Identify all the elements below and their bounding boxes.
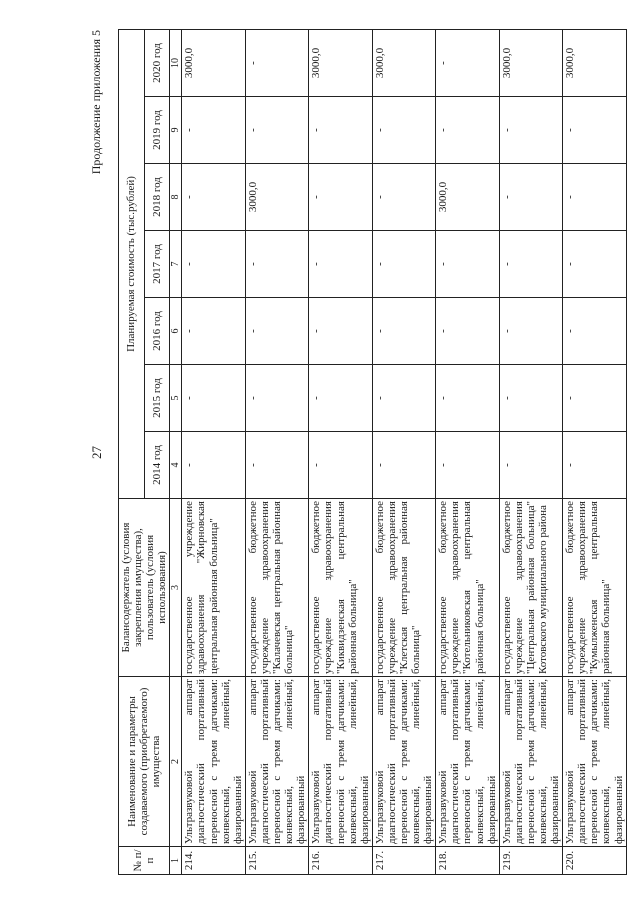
cost-2019: -: [182, 97, 245, 164]
cost-2016: -: [245, 298, 308, 365]
page-number: 27: [89, 446, 104, 459]
cost-2015: -: [245, 365, 308, 432]
cost-2016: -: [372, 298, 435, 365]
item-name: Ультразвуковой аппарат диагностический портативный переносной с тремя датчиками: конвексный, линейный, фазированный: [182, 677, 245, 847]
property-table: [118, 29, 627, 875]
holder-name: государственное учреждение здравоохранения "Жирновская центральная районная больница": [182, 499, 245, 677]
header-name: Наименование и параметры создаваемого (приобретаемого) имущества: [119, 677, 170, 847]
header-year: 2014 год: [144, 432, 170, 499]
cost-2017: -: [499, 231, 562, 298]
item-name: Ультразвуковой аппарат диагностический портативный переносной с тремя датчиками: конвексный, линейный, фазированный: [436, 677, 499, 847]
cost-2016: -: [499, 298, 562, 365]
cost-2017: -: [182, 231, 245, 298]
cost-2015: -: [436, 365, 499, 432]
header-cost-group: Планируемая стоимость (тыс.рублей): [119, 29, 145, 498]
cost-2020: 3000,0: [499, 29, 562, 96]
cost-2015: -: [309, 365, 372, 432]
cost-2018: 3000,0: [245, 164, 308, 231]
column-index: 1: [170, 847, 182, 875]
rotated-content: [90, 30, 630, 875]
row-number: 217.: [372, 847, 435, 875]
column-index: 7: [170, 231, 182, 298]
column-index: 6: [170, 298, 182, 365]
cost-2017: -: [436, 231, 499, 298]
cost-2014: -: [245, 432, 308, 499]
cost-2017: -: [245, 231, 308, 298]
table-row: [309, 29, 372, 874]
row-number: 216.: [309, 847, 372, 875]
column-index: 9: [170, 97, 182, 164]
cost-2020: 3000,0: [182, 29, 245, 96]
header-year: 2016 год: [144, 298, 170, 365]
cost-2020: 3000,0: [309, 29, 372, 96]
cost-2014: -: [372, 432, 435, 499]
cost-2015: -: [563, 365, 626, 432]
cost-2016: -: [563, 298, 626, 365]
cost-2015: -: [182, 365, 245, 432]
cost-2014: -: [182, 432, 245, 499]
cost-2018: -: [182, 164, 245, 231]
header-holder: Балансодержатель (условия закрепления имущества), пользователь (условия использования): [119, 499, 170, 677]
item-name: Ультразвуковой аппарат диагностический портативный переносной с тремя датчиками: конвексный, линейный, фазированный: [372, 677, 435, 847]
cost-2020: 3000,0: [372, 29, 435, 96]
holder-name: государственное бюджетное учреждение здравоохранения "Центральная районная больница" Котовского муниципального района: [499, 499, 562, 677]
continuation-label: Продолжение приложения 5: [89, 30, 103, 175]
column-index: 5: [170, 365, 182, 432]
cost-2016: -: [309, 298, 372, 365]
header-year: 2018 год: [144, 164, 170, 231]
table-row: [372, 29, 435, 874]
table-row: [436, 29, 499, 874]
header-year: 2019 год: [144, 97, 170, 164]
cost-2020: 3000,0: [563, 29, 626, 96]
holder-name: государственное бюджетное учреждение здравоохранения "Киквидзенская центральная районная больница": [309, 499, 372, 677]
cost-2017: -: [309, 231, 372, 298]
holder-name: государственное бюджетное учреждение здравоохранения "Калачевская центральная районная больница": [245, 499, 308, 677]
cost-2014: -: [436, 432, 499, 499]
item-name: Ультразвуковой аппарат диагностический портативный переносной с тремя датчиками: конвексный, линейный, фазированный: [499, 677, 562, 847]
column-index: 10: [170, 29, 182, 96]
column-index: 4: [170, 432, 182, 499]
cost-2019: -: [245, 97, 308, 164]
cost-2018: -: [499, 164, 562, 231]
cost-2017: -: [372, 231, 435, 298]
cost-2018: -: [309, 164, 372, 231]
row-number: 214.: [182, 847, 245, 875]
header-year: 2020 год: [144, 29, 170, 96]
item-name: Ультразвуковой аппарат диагностический портативный переносной с тремя датчиками: конвексный, линейный, фазированный: [309, 677, 372, 847]
cost-2014: -: [499, 432, 562, 499]
cost-2018: -: [563, 164, 626, 231]
column-index: 8: [170, 164, 182, 231]
column-index: 2: [170, 677, 182, 847]
holder-name: государственное бюджетное учреждение здравоохранения "Котельниковская центральная районная больница": [436, 499, 499, 677]
row-number: 219.: [499, 847, 562, 875]
cost-2019: -: [563, 97, 626, 164]
row-number: 215.: [245, 847, 308, 875]
cost-2020: -: [245, 29, 308, 96]
cost-2015: -: [499, 365, 562, 432]
cost-2016: -: [436, 298, 499, 365]
header-num: № п/п: [119, 847, 170, 875]
table-row: [245, 29, 308, 874]
holder-name: государственное бюджетное учреждение здравоохранения "Клетская центральная районная больница": [372, 499, 435, 677]
table-row: [182, 29, 245, 874]
cost-2016: -: [182, 298, 245, 365]
column-index: 3: [170, 499, 182, 677]
cost-2019: -: [436, 97, 499, 164]
row-number: 218.: [436, 847, 499, 875]
header-year: 2015 год: [144, 365, 170, 432]
cost-2019: -: [309, 97, 372, 164]
cost-2020: -: [436, 29, 499, 96]
cost-2018: 3000,0: [436, 164, 499, 231]
cost-2018: -: [372, 164, 435, 231]
item-name: Ультразвуковой аппарат диагностический портативный переносной с тремя датчиками: конвексный, линейный, фазированный: [245, 677, 308, 847]
table-row: [499, 29, 562, 874]
cost-2015: -: [372, 365, 435, 432]
row-number: 220.: [563, 847, 626, 875]
cost-2014: -: [563, 432, 626, 499]
cost-2014: -: [309, 432, 372, 499]
holder-name: государственное бюджетное учреждение здравоохранения "Кумылженская центральная районная больница": [563, 499, 626, 677]
table-row: [563, 29, 626, 874]
header-year: 2017 год: [144, 231, 170, 298]
cost-2019: -: [372, 97, 435, 164]
item-name: Ультразвуковой аппарат диагностический портативный переносной с тремя датчиками: конвексный, линейный, фазированный: [563, 677, 626, 847]
cost-2017: -: [563, 231, 626, 298]
cost-2019: -: [499, 97, 562, 164]
